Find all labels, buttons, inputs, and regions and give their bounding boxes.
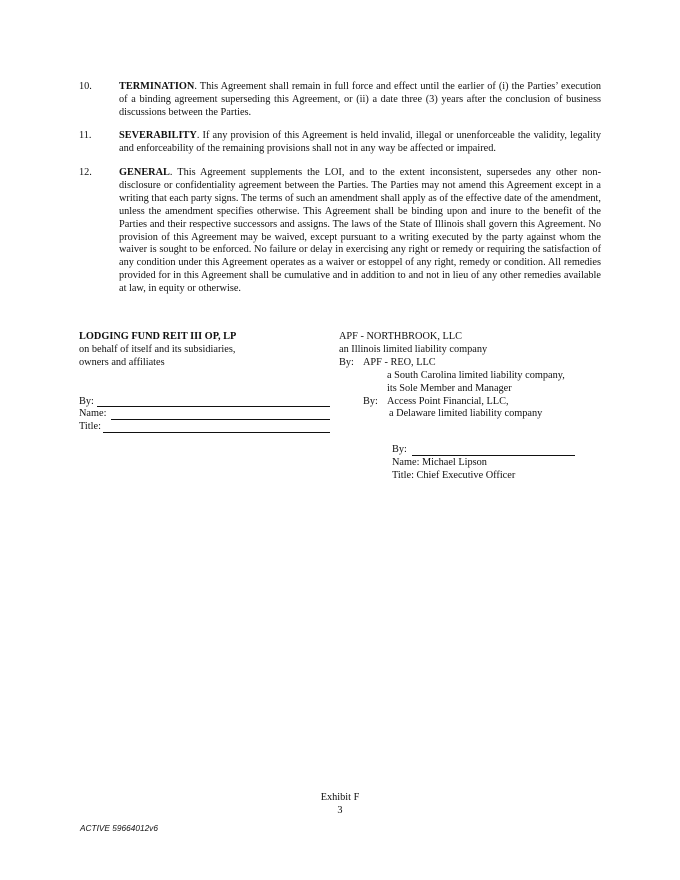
signature-block-left bbox=[79, 331, 339, 434]
right-by-label-2: By: bbox=[363, 395, 378, 407]
left-by-label: By: bbox=[79, 395, 94, 407]
left-title-label: Title: bbox=[79, 421, 101, 433]
left-by-line[interactable] bbox=[79, 396, 339, 409]
right-by-entity-1: APF - REO, LLC bbox=[363, 356, 436, 368]
right-company-desc: an Illinois limited liability company bbox=[339, 343, 488, 355]
page-footer bbox=[0, 792, 680, 818]
right-by-entity-2: Access Point Financial, LLC, bbox=[387, 395, 509, 407]
left-title-signature-rule[interactable] bbox=[103, 432, 330, 433]
left-by-signature-rule[interactable] bbox=[97, 406, 330, 407]
officer-by-label: By: bbox=[392, 444, 407, 455]
left-company-desc-1: on behalf of itself and its subsidiaries, bbox=[79, 343, 236, 355]
officer-by-line[interactable] bbox=[392, 444, 592, 457]
right-by-row-2 bbox=[339, 396, 639, 409]
right-company-name: APF - NORTHBROOK, LLC bbox=[339, 331, 462, 342]
clause-heading: GENERAL bbox=[119, 167, 170, 178]
right-by-entity-1-desc-2: its Sole Member and Manager bbox=[387, 382, 512, 394]
left-name-line[interactable] bbox=[79, 408, 339, 421]
clause-text: If any provision of this Agreement is held invalid, illegal or unenforceable the validity, legality and enforceability of the remaining provisions shall not in any way be affected or impaired. bbox=[119, 130, 601, 154]
left-company-name: LODGING FUND REIT III OP, LP bbox=[79, 331, 237, 342]
clause-termination bbox=[79, 81, 601, 120]
right-by-label-1: By: bbox=[339, 356, 354, 368]
clause-text: This Agreement supplements the LOI, and to the extent inconsistent, supersedes any other non-disclosure or confidentiality agreement between the Parties. The Parties may not amend this Agreement except in a writing that each party signs. The terms of such an amendment shall apply as of the effective date of the amendment, unless the amendment specifies otherwise. This Agreement shall be binding upon and inure to the benefit of the Parties and their respective successors and assigns. The laws of the State of Illinois shall govern this Agreement. No provision of this Agreement may be waived, except pursuant to a writing executed by the party against whom the waiver is sought to be enforced. No failure or delay in exercising any right or remedy or requiring the satisfaction of any condition under this Agreement operates as a waiver or estoppel of any right, remedy or condition. All remedies provided for in this Agreement shall be cumulative and in addition to and not in lieu of any other remedies available at law, in equity or otherwise. bbox=[119, 167, 601, 295]
right-by-entity-1-desc-1: a South Carolina limited liability company, bbox=[387, 369, 565, 381]
clause-number: 10. bbox=[79, 81, 92, 92]
exhibit-label: Exhibit F bbox=[320, 792, 360, 803]
left-title-line[interactable] bbox=[79, 421, 339, 434]
right-by-row-1 bbox=[339, 357, 639, 370]
clause-text: This Agreement shall remain in full force and effect until the earlier of (i) the Parties’ execution of a binding agreement superseding this Agreement, or (ii) a date three (3) years after the conclusion of business discussions between the Parties. bbox=[119, 81, 602, 118]
officer-signature-rule[interactable] bbox=[412, 455, 575, 456]
officer-signature-block bbox=[392, 444, 592, 483]
page-number: 3 bbox=[337, 804, 343, 816]
clause-general bbox=[79, 167, 601, 296]
clause-severability bbox=[79, 130, 601, 156]
clause-body: TERMINATION. This Agreement shall remain in full force and effect until the earlier of (i) the Parties’ execution of a binding agreement superseding this Agreement, or (ii) a date three (3) years after the conclusion of business discussions between the Parties. bbox=[119, 81, 602, 118]
clause-heading: SEVERABILITY bbox=[119, 130, 197, 141]
signature-block-right bbox=[339, 331, 639, 421]
document-id: ACTIVE 59664012v6 bbox=[80, 823, 158, 833]
officer-name: Name: Michael Lipson bbox=[392, 456, 487, 468]
clause-heading: TERMINATION bbox=[119, 81, 195, 92]
right-by-entity-2-desc: a Delaware limited liability company bbox=[389, 408, 543, 420]
left-name-label: Name: bbox=[79, 408, 107, 420]
left-name-signature-rule[interactable] bbox=[111, 419, 330, 420]
clause-number: 12. bbox=[79, 167, 92, 178]
officer-title: Title: Chief Executive Officer bbox=[392, 469, 516, 481]
clause-number: 11. bbox=[79, 130, 92, 141]
clause-body: GENERAL. This Agreement supplements the LOI, and to the extent inconsistent, supersedes any other non-disclosure or confidentiality agreement between the Parties. The Parties may not amend this Agreement except in a writing that each party signs. The terms of such an amendment shall apply as of the effective date of the amendment, unless the amendment specifies otherwise. This Agreement shall be binding upon and inure to the benefit of the Parties and their respective successors and assigns. The laws of the State of Illinois shall govern this Agreement. No provision of this Agreement may be waived, except pursuant to a writing executed by the party against whom the waiver is sought to be enforced. No failure or delay in exercising any right or remedy or requiring the satisfaction of any condition under this Agreement operates as a waiver or estoppel of any right, remedy or condition. All remedies provided for in this Agreement shall be cumulative and in addition to and not in lieu of any other remedies available at law, in equity or otherwise. bbox=[119, 167, 601, 295]
left-company-desc-2: owners and affiliates bbox=[79, 356, 165, 368]
clause-body: SEVERABILITY. If any provision of this Agreement is held invalid, illegal or unenforceable the validity, legality and enforceability of the remaining provisions shall not in any way be affected or impaired. bbox=[119, 130, 601, 154]
